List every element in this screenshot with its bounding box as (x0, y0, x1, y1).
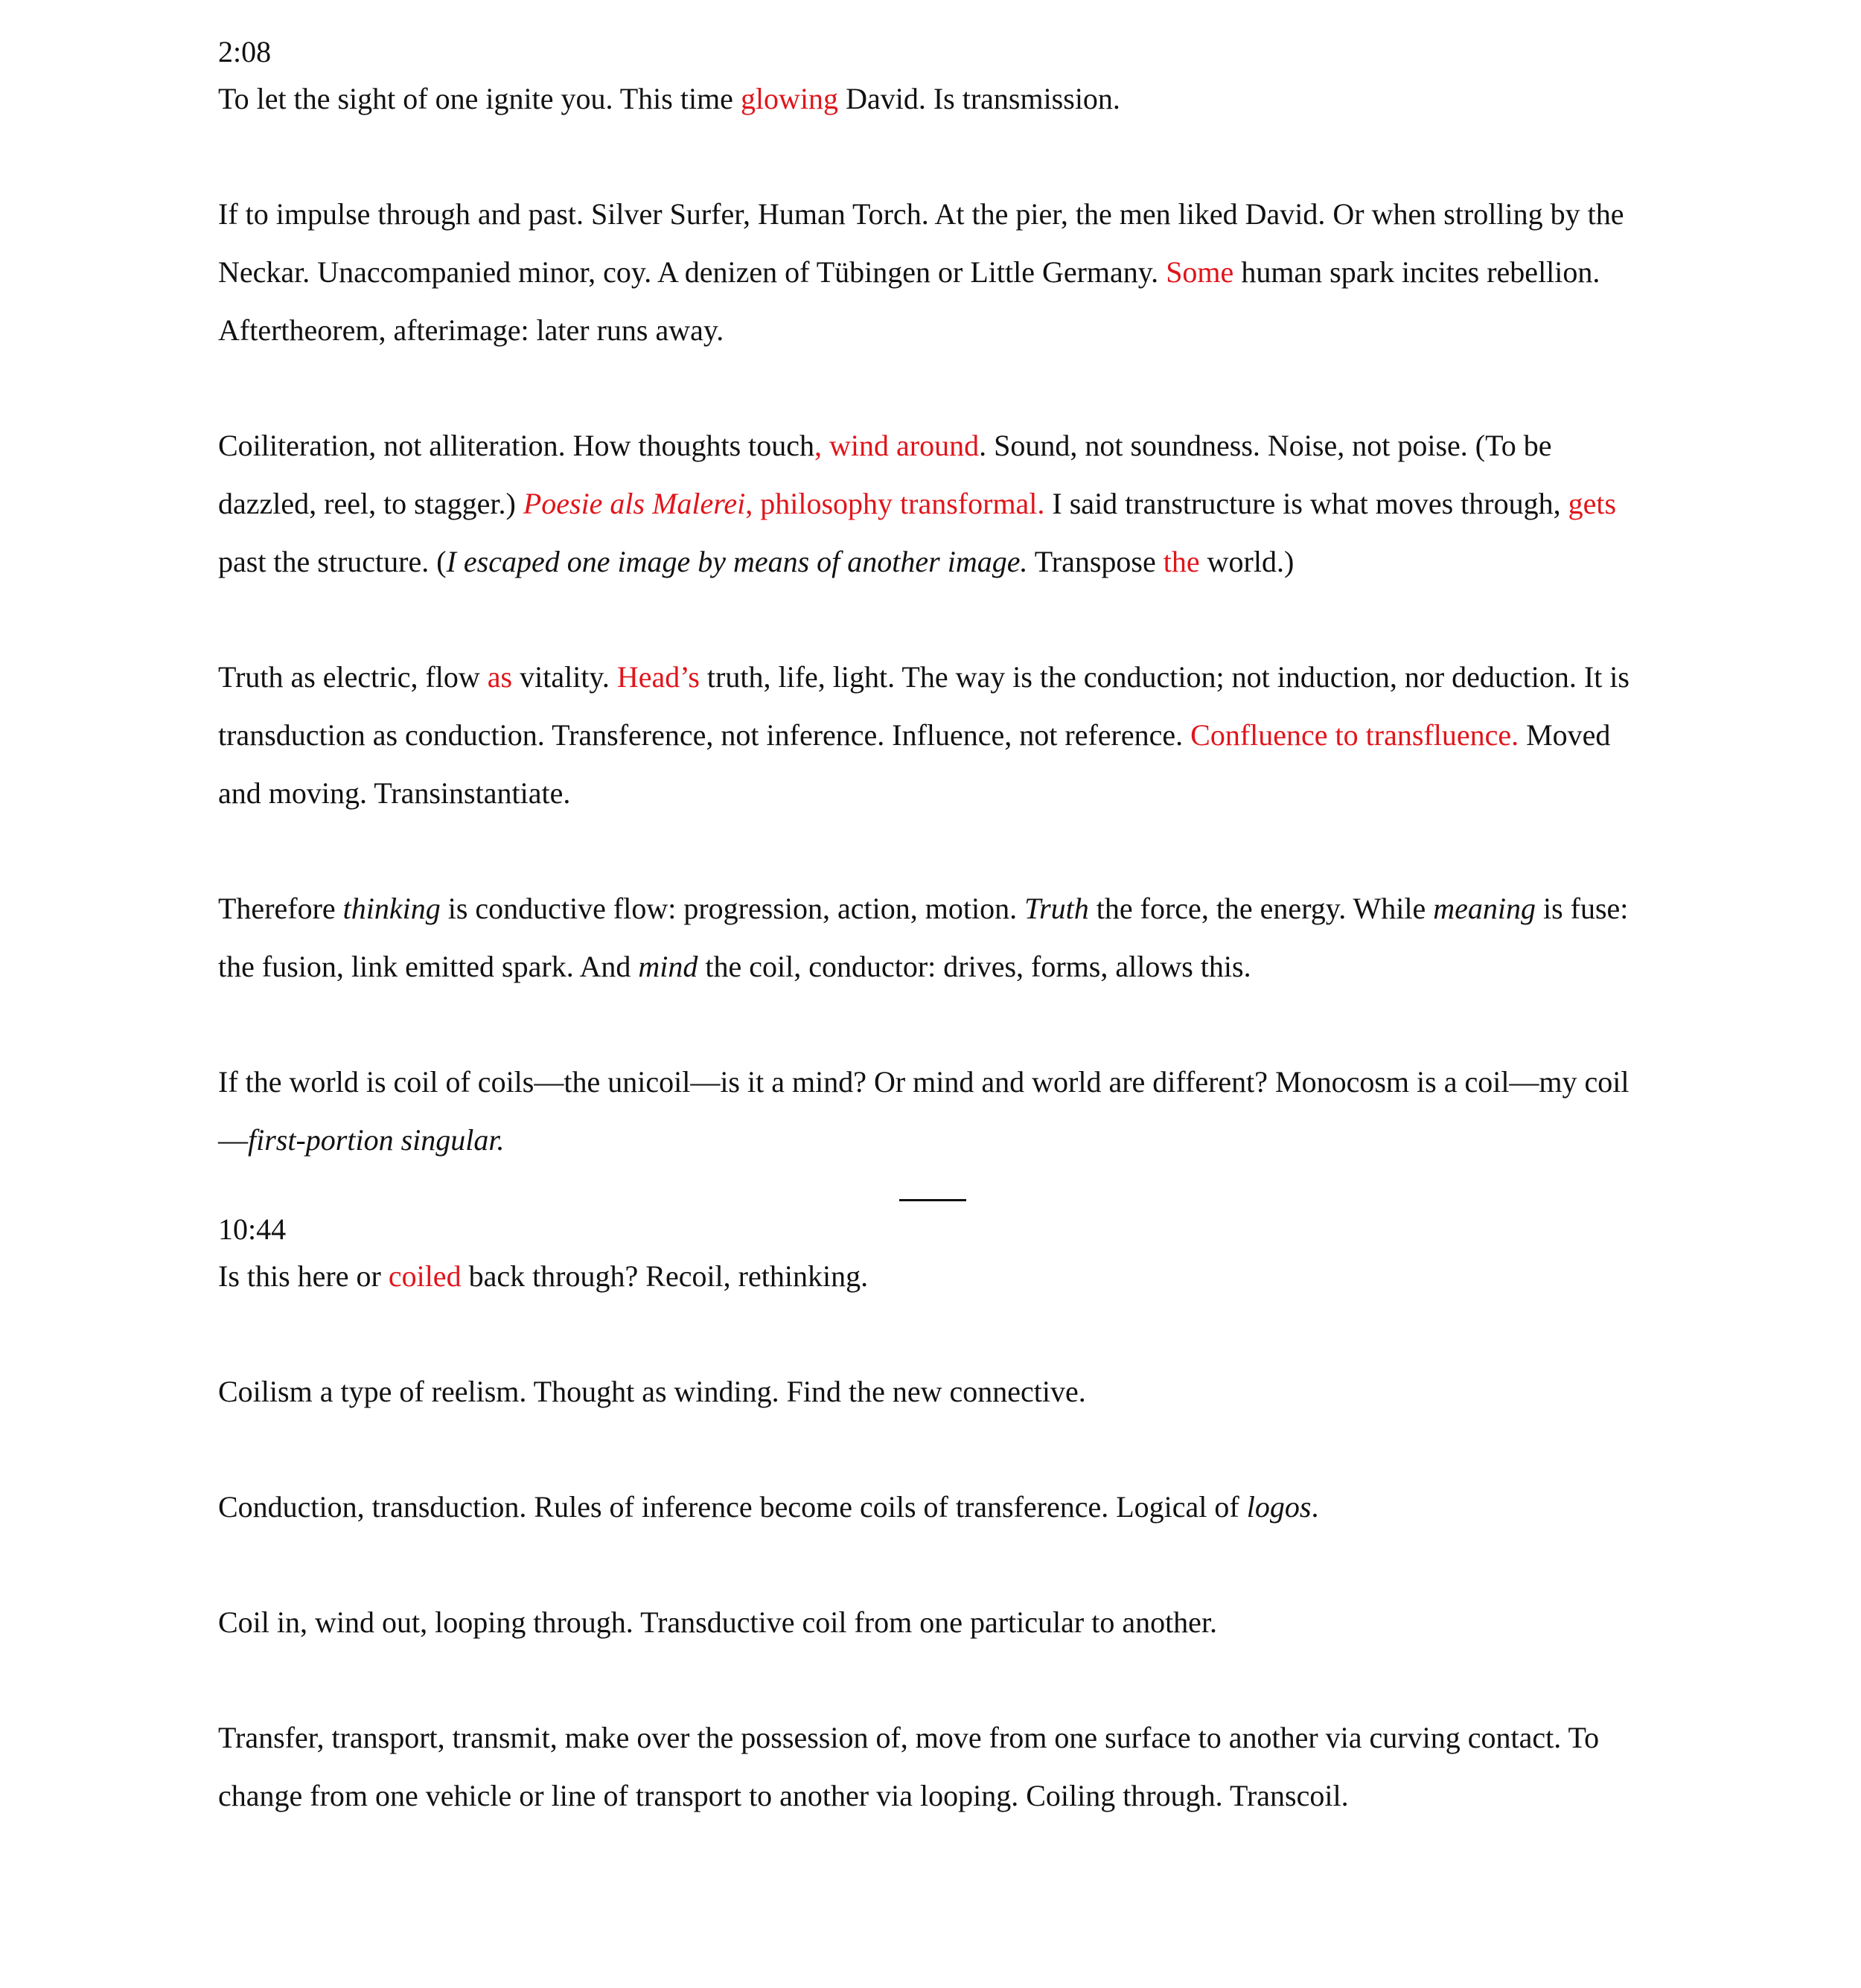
text-segment: If to impulse through and past. Silver Surfer, Human Torch. At the pier, the men liked David. Or when strolling by the Neckar. Unaccompanied minor, coy. A denizen of Tübingen or Little Germany. (218, 197, 1624, 289)
text-segment: Therefore (218, 892, 343, 925)
paragraph (218, 70, 1632, 128)
entry-timestamp: 2:08 (218, 35, 272, 68)
text-segment: . Sound, not soundness. Noise, not poise. (To be dazzled, reel, to stagger.) (218, 429, 1552, 520)
paragraph (218, 1478, 1632, 1536)
text-segment: Conduction, transduction. Rules of inference become coils of transference. Logical of (218, 1490, 1247, 1524)
text-segment: Truth as electric, flow (218, 660, 488, 694)
text-segment: Coiliteration, not alliteration. How thoughts touch (218, 429, 814, 462)
text-segment: world.) (1199, 545, 1295, 578)
text-segment: If the world is coil of coils—the unicoil—is it a mind? Or mind and world are different? Monocosm is a coil—my coil— (218, 1065, 1629, 1157)
highlighted-text: coiled (388, 1259, 462, 1293)
highlighted-text: Poesie als Malerei (523, 487, 746, 520)
text-segment: first-portion singular. (248, 1123, 505, 1157)
highlighted-text: glowing (740, 82, 839, 115)
text-segment: meaning (1433, 892, 1536, 925)
section-separator (899, 1199, 966, 1201)
highlighted-text: Head’s (616, 660, 700, 694)
highlighted-text: as (487, 660, 513, 694)
paragraph (218, 880, 1632, 996)
paragraph (218, 1363, 1632, 1421)
highlighted-text: , philosophy transformal. (745, 487, 1045, 520)
text-segment: I escaped one image by means of another image. (446, 545, 1028, 578)
highlighted-text: Confluence to transfluence. (1190, 718, 1519, 752)
highlighted-text: gets (1568, 487, 1617, 520)
highlighted-text: Some (1166, 255, 1234, 289)
text-segment: Coilism a type of reelism. Thought as winding. Find the new connective. (218, 1375, 1086, 1408)
paragraph (218, 185, 1632, 359)
text-segment: David. Is transmission. (838, 82, 1120, 115)
text-segment: Truth (1024, 892, 1089, 925)
text-segment: back through? Recoil, rethinking. (461, 1259, 869, 1293)
paragraph (218, 1247, 1632, 1305)
text-segment: Transpose (1027, 545, 1163, 578)
text-segment: the coil, conductor: drives, forms, allows this. (698, 950, 1251, 983)
highlighted-text: the (1163, 545, 1200, 578)
paragraph (218, 417, 1632, 591)
text-segment: Transfer, transport, transmit, make over the possession of, move from one surface to another via curving contact. To change from one vehicle or line of transport to another via looping. Coiling through. Transcoil. (218, 1721, 1600, 1812)
text-segment: is fuse: the fusion, link emitted spark. And (218, 892, 1629, 983)
text-segment: human spark incites rebellion. Aftertheorem, afterimage: later runs away. (218, 255, 1600, 347)
highlighted-text: , wind around (814, 429, 980, 462)
text-segment: thinking (342, 892, 441, 925)
text-segment: Is this here or (218, 1259, 389, 1293)
text-segment: logos (1246, 1490, 1312, 1524)
paragraph (218, 1594, 1632, 1652)
text-segment: Moved and moving. Transinstantiate. (218, 718, 1611, 810)
text-segment: To let the sight of one ignite you. This time (218, 82, 741, 115)
text-segment: is conductive flow: progression, action, motion. (440, 892, 1025, 925)
paragraph (218, 1709, 1632, 1825)
text-segment: past the structure. ( (218, 545, 447, 578)
text-segment: Coil in, wind out, looping through. Transductive coil from one particular to another. (218, 1605, 1218, 1639)
text-segment: truth, life, light. The way is the conduction; not induction, nor deduction. It is transduction as conduction. Transference, not inference. Influence, not reference. (218, 660, 1629, 752)
text-segment: I said transtructure is what moves through, (1044, 487, 1568, 520)
text-segment: mind (638, 950, 698, 983)
text-segment: . (1311, 1490, 1319, 1524)
document-body (218, 37, 1632, 1825)
paragraph (218, 648, 1632, 822)
text-segment: vitality. (512, 660, 617, 694)
paragraph (218, 1053, 1632, 1169)
text-segment: the force, the energy. While (1088, 892, 1434, 925)
entry-timestamp: 10:44 (218, 1212, 287, 1246)
